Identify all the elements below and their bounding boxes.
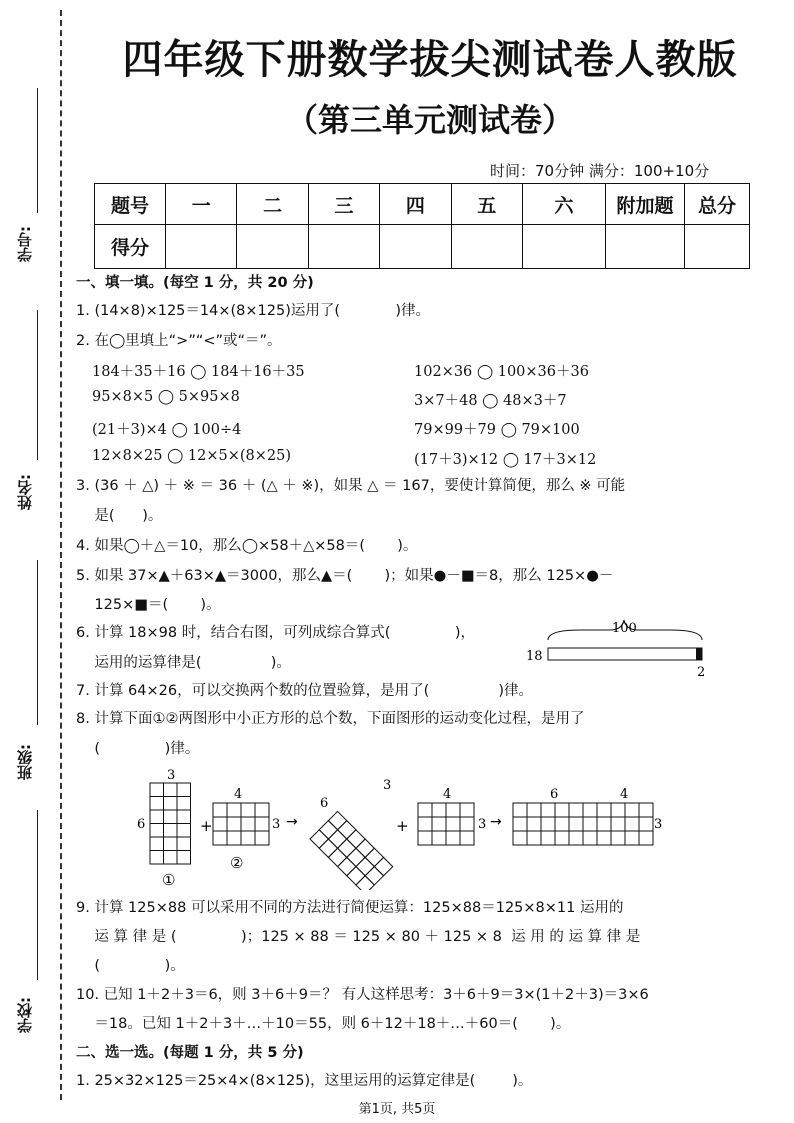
comparison-item: 3×7＋48 ◯ 48×3＋7 bbox=[414, 393, 567, 409]
grid-figure-1 bbox=[150, 783, 191, 864]
class-rule bbox=[37, 560, 38, 725]
grid-cell bbox=[639, 817, 653, 831]
grid-figure-2 bbox=[213, 803, 269, 845]
grid-cell bbox=[213, 831, 227, 845]
fig-label-left: 18 bbox=[526, 649, 543, 664]
grid-cell bbox=[356, 839, 374, 857]
grid-cell bbox=[583, 817, 597, 831]
grid-cell bbox=[328, 848, 346, 866]
grid-cell bbox=[164, 783, 178, 797]
g4-right-label: 3 bbox=[478, 817, 487, 832]
time-score-info: 时间：70分钟 满分：100+10分 bbox=[490, 162, 710, 180]
grid-cell bbox=[555, 831, 569, 845]
grid-cell bbox=[150, 797, 164, 811]
grid-cell bbox=[164, 824, 178, 838]
student-id-rule bbox=[37, 88, 38, 213]
grid-cell bbox=[446, 831, 460, 845]
binding-dashed-line bbox=[60, 10, 62, 1100]
grid-cell bbox=[164, 851, 178, 865]
comparison-item: 184＋35＋16 ◯ 184＋16＋35 bbox=[92, 364, 305, 380]
grid-cell bbox=[150, 824, 164, 838]
grid-cell bbox=[164, 810, 178, 824]
g4-top-label: 4 bbox=[443, 787, 452, 802]
grid-cell bbox=[527, 803, 541, 817]
score-entry-cell[interactable] bbox=[451, 225, 522, 269]
g2-top-label: 4 bbox=[234, 787, 243, 802]
grid-figure-combined bbox=[513, 803, 653, 845]
score-row-label: 得分 bbox=[95, 225, 166, 269]
grid-cell bbox=[446, 803, 460, 817]
grid-cell bbox=[227, 803, 241, 817]
score-table-cell: 总分 bbox=[685, 184, 750, 225]
grid-cell bbox=[255, 817, 269, 831]
grid-cell bbox=[432, 817, 446, 831]
score-table-score-row bbox=[95, 225, 750, 269]
grid-cell bbox=[213, 817, 227, 831]
grid-cell bbox=[255, 803, 269, 817]
grid-cell bbox=[177, 837, 191, 851]
grid-cell bbox=[583, 803, 597, 817]
grid-cell bbox=[177, 783, 191, 797]
grid-cell bbox=[541, 803, 555, 817]
grid-cell bbox=[319, 821, 337, 839]
bar-end-segment bbox=[696, 648, 702, 660]
score-table-cell: 三 bbox=[308, 184, 379, 225]
grid-cell bbox=[569, 803, 583, 817]
question-7: 7. 计算 64×26，可以交换两个数的位置验算，是用了( )律。 bbox=[76, 683, 534, 699]
score-table-cell: 二 bbox=[237, 184, 308, 225]
score-table-header-row bbox=[95, 184, 750, 225]
bar-rect bbox=[548, 648, 702, 660]
arrow-2: → bbox=[490, 814, 502, 830]
grid-cell bbox=[319, 839, 337, 857]
grid-cell bbox=[513, 817, 527, 831]
comparison-item: (21＋3)×4 ◯ 100÷4 bbox=[92, 422, 242, 438]
score-table-cell: 四 bbox=[380, 184, 451, 225]
grid-cell bbox=[432, 803, 446, 817]
g2-right-label: 3 bbox=[272, 817, 281, 832]
grid-cell bbox=[328, 830, 346, 848]
grid-cell bbox=[241, 817, 255, 831]
question-5-line2: 125×■＝( )。 bbox=[76, 597, 221, 613]
score-table-cell: 六 bbox=[523, 184, 606, 225]
grid-cell bbox=[150, 810, 164, 824]
grid-cell bbox=[611, 803, 625, 817]
class-label: 班级: bbox=[16, 744, 34, 780]
grid-cell bbox=[569, 817, 583, 831]
grid-cell bbox=[541, 817, 555, 831]
question-9-line2: 运 算 律 是 ( )；125 × 88 ＝ 125 × 80 ＋ 125 × 8 运 用 的 运 算 律 是 bbox=[76, 929, 641, 945]
school-label: 学校: bbox=[16, 997, 34, 1033]
grid-cell bbox=[347, 867, 365, 885]
score-entry-cell[interactable] bbox=[380, 225, 451, 269]
grid-cell bbox=[583, 831, 597, 845]
grid-cell bbox=[365, 848, 383, 866]
student-id-label: 学号: bbox=[16, 226, 34, 262]
grid-cell bbox=[347, 848, 365, 866]
name-rule bbox=[37, 310, 38, 460]
grid-cell bbox=[241, 831, 255, 845]
grid-cell bbox=[446, 817, 460, 831]
section1-heading: 一、填一填。(每空 1 分，共 20 分) bbox=[76, 275, 314, 291]
grid-cell bbox=[625, 803, 639, 817]
fig-label-right: 2 bbox=[697, 665, 706, 680]
comparison-item: 12×8×25 ◯ 12×5×(8×25) bbox=[92, 448, 291, 464]
question-8-line2: ( )律。 bbox=[76, 741, 200, 757]
grid-cell bbox=[432, 831, 446, 845]
g2-circle-label: ② bbox=[230, 854, 244, 872]
grid-cell bbox=[177, 797, 191, 811]
grid-cell bbox=[611, 817, 625, 831]
section2-question-1: 1. 25×32×125＝25×4×(8×125)，这里运用的运算定律是( )。 bbox=[76, 1073, 533, 1089]
score-table-cell: 五 bbox=[451, 184, 522, 225]
score-table-cell: 附加题 bbox=[606, 184, 685, 225]
grid-cell bbox=[639, 803, 653, 817]
grid-cell bbox=[597, 803, 611, 817]
grid-cell bbox=[611, 831, 625, 845]
grid-cell bbox=[338, 857, 356, 875]
grid-cell bbox=[150, 783, 164, 797]
grid-cell bbox=[177, 810, 191, 824]
grid-cell bbox=[460, 803, 474, 817]
grid-cell bbox=[356, 857, 374, 875]
grid-cell bbox=[328, 811, 346, 829]
question-6-line1: 6. 计算 18×98 时，结合右图，可列成综合算式( )， bbox=[76, 625, 476, 641]
g1-top-label: 3 bbox=[167, 768, 176, 783]
question-9-line3: ( )。 bbox=[76, 958, 185, 974]
page-subtitle: （第三单元测试卷） bbox=[285, 101, 574, 139]
question-10-line2: ＝18。已知 1＋2＋3＋…＋10＝55，则 6＋12＋18＋…＋60＝( )。 bbox=[76, 1016, 571, 1032]
q8-grid-diagram bbox=[130, 765, 670, 890]
grid-cell bbox=[418, 817, 432, 831]
question-3-line1: 3. (36 ＋ △) ＋ ※ ＝ 36 ＋ (△ ＋ ※)，如果 △ ＝ 167，要使计算简便，那么 ※ 可能 bbox=[76, 478, 626, 494]
grid-cell bbox=[513, 831, 527, 845]
comparison-item: 95×8×5 ◯ 5×95×8 bbox=[92, 389, 240, 405]
score-table-cell: 一 bbox=[166, 184, 237, 225]
question-8-line1: 8. 计算下面①②两图形中小正方形的总个数，下面图形的运动变化过程，是用了 bbox=[76, 711, 585, 727]
grid-cell bbox=[527, 817, 541, 831]
page-footer: 第1页, 共5页 bbox=[358, 1102, 436, 1117]
plus-sign: + bbox=[200, 817, 213, 835]
question-1: 1. (14×8)×125＝14×(8×125)运用了( )律。 bbox=[76, 303, 430, 319]
grid-cell bbox=[213, 803, 227, 817]
fig-label-top: 100 bbox=[612, 621, 637, 636]
grid-cell bbox=[177, 851, 191, 865]
question-2: 2. 在◯里填上“>”“<”或“＝”。 bbox=[76, 333, 282, 349]
grid-cell bbox=[365, 867, 383, 885]
score-table bbox=[94, 183, 750, 269]
grid-cell bbox=[597, 831, 611, 845]
grid-cell bbox=[338, 821, 356, 839]
grid-cell bbox=[625, 817, 639, 831]
grid-cell bbox=[347, 830, 365, 848]
g5-top-label-b: 4 bbox=[620, 787, 629, 802]
page-title: 四年级下册数学拔尖测试卷人教版 bbox=[122, 37, 738, 83]
school-rule bbox=[37, 810, 38, 980]
question-3-line2: 是( )。 bbox=[76, 508, 163, 524]
comparison-item: 79×99＋79 ◯ 79×100 bbox=[414, 422, 580, 438]
grid-cell bbox=[338, 839, 356, 857]
grid-cell bbox=[227, 831, 241, 845]
grid-cell bbox=[227, 817, 241, 831]
grid-cell bbox=[374, 857, 392, 875]
grid-figure-rotated bbox=[310, 811, 393, 890]
grid-cell bbox=[597, 817, 611, 831]
grid-cell bbox=[418, 803, 432, 817]
grid-cell bbox=[460, 817, 474, 831]
section2-heading: 二、选一选。(每题 1 分，共 5 分) bbox=[76, 1045, 304, 1061]
grid-cell bbox=[541, 831, 555, 845]
grid-cell bbox=[555, 803, 569, 817]
question-4: 4. 如果◯＋△＝10，那么◯×58＋△×58＝( )。 bbox=[76, 538, 418, 554]
grid-figure-4 bbox=[418, 803, 474, 845]
g3-right-label: 3 bbox=[383, 778, 392, 793]
plus-sign: + bbox=[396, 817, 409, 835]
score-entry-cell[interactable] bbox=[606, 225, 685, 269]
grid-cell bbox=[527, 831, 541, 845]
grid-cell bbox=[177, 824, 191, 838]
grid-cell bbox=[513, 803, 527, 817]
grid-cell bbox=[164, 797, 178, 811]
score-entry-cell[interactable] bbox=[166, 225, 237, 269]
grid-cell bbox=[255, 831, 269, 845]
g1-left-label: 6 bbox=[137, 817, 146, 832]
question-6-line2: 运用的运算律是( )。 bbox=[76, 655, 291, 671]
name-label: 姓名: bbox=[16, 474, 34, 510]
score-entry-cell[interactable] bbox=[523, 225, 606, 269]
q6-bar-diagram bbox=[520, 618, 720, 680]
grid-cell bbox=[460, 831, 474, 845]
g5-right-label: 3 bbox=[654, 817, 663, 832]
score-entry-cell[interactable] bbox=[308, 225, 379, 269]
grid-cell bbox=[150, 851, 164, 865]
grid-cell bbox=[569, 831, 583, 845]
grid-cell bbox=[241, 803, 255, 817]
grid-cell bbox=[418, 831, 432, 845]
question-10-line1: 10. 已知 1＋2＋3＝6，则 3＋6＋9＝？ 有人这样思考：3＋6＋9＝3×(1＋2＋3)＝3×6 bbox=[76, 987, 649, 1003]
question-9-line1: 9. 计算 125×88 可以采用不同的方法进行简便运算：125×88＝125×8×11 运用的 bbox=[76, 900, 624, 916]
score-table-cell: 题号 bbox=[95, 184, 166, 225]
question-5-line1: 5. 如果 37×▲＋63×▲＝3000，那么▲＝( )；如果●－■＝8，那么 125×●－ bbox=[76, 568, 614, 584]
g1-circle-label: ① bbox=[162, 871, 176, 889]
comparison-item: (17＋3)×12 ◯ 17＋3×12 bbox=[414, 452, 597, 468]
score-entry-cell[interactable] bbox=[685, 225, 750, 269]
comparison-item: 102×36 ◯ 100×36＋36 bbox=[414, 364, 589, 380]
grid-cell bbox=[625, 831, 639, 845]
grid-cell bbox=[555, 817, 569, 831]
grid-cell bbox=[639, 831, 653, 845]
g5-top-label-a: 6 bbox=[550, 787, 559, 802]
grid-cell bbox=[310, 830, 328, 848]
g3-left-label: 6 bbox=[320, 796, 329, 811]
grid-cell bbox=[164, 837, 178, 851]
grid-cell bbox=[150, 837, 164, 851]
arrow-1: → bbox=[286, 814, 298, 830]
score-entry-cell[interactable] bbox=[237, 225, 308, 269]
